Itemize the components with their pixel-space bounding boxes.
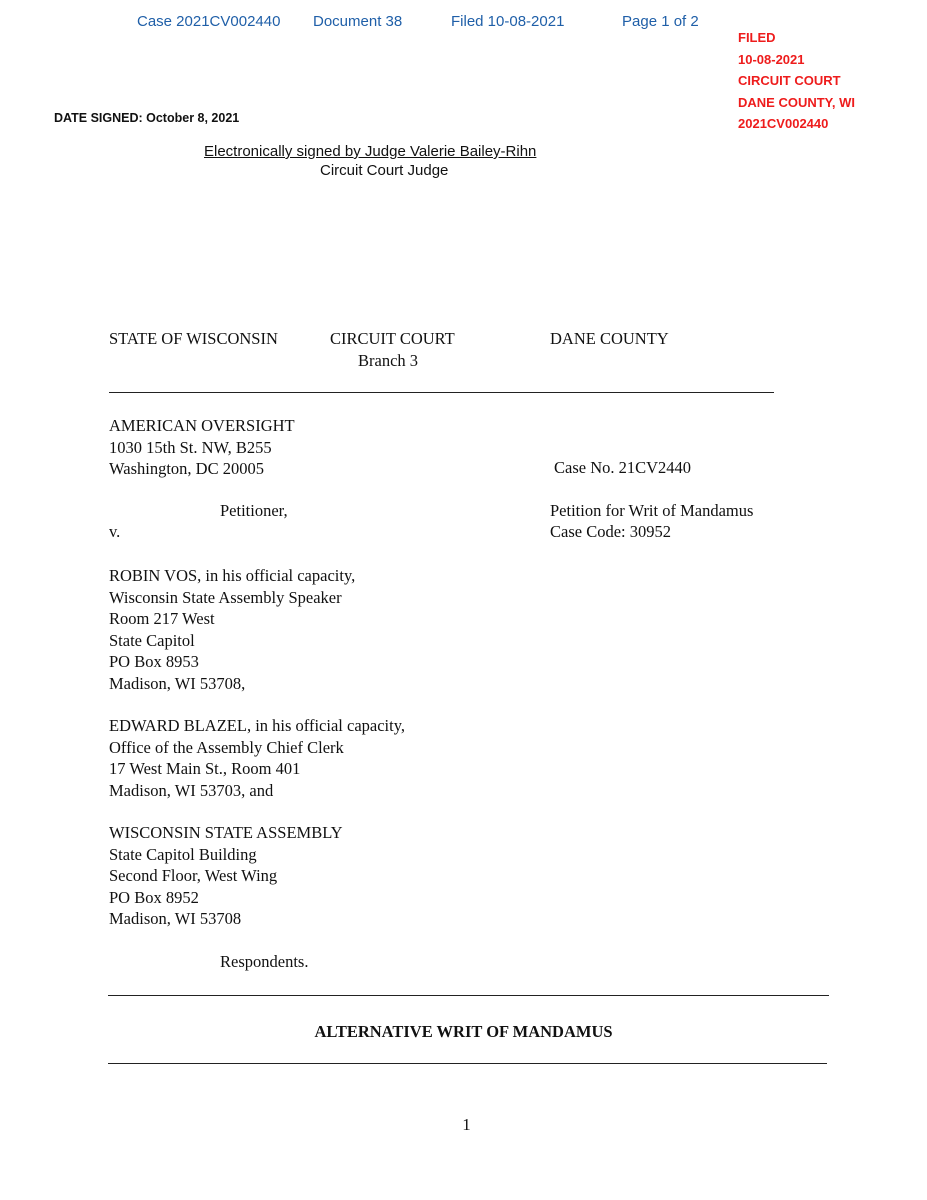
page-number: 1 xyxy=(462,1115,471,1134)
respondent-line: 17 West Main St., Room 401 xyxy=(109,759,301,778)
caption-court: CIRCUIT COURT xyxy=(330,329,455,348)
respondent-line: PO Box 8952 xyxy=(109,887,199,907)
respondent-line: Office of the Assembly Chief Clerk xyxy=(109,737,344,757)
respondent-line: Madison, WI 53703, and xyxy=(109,780,274,800)
respondent-line: State Capitol xyxy=(109,630,195,650)
header-case-number: Case 2021CV002440 xyxy=(137,13,281,30)
header-filed-date: Filed 10-08-2021 xyxy=(451,13,565,30)
header-page-count: Page 1 of 2 xyxy=(622,13,699,30)
petition-type: Petition for Writ of Mandamus xyxy=(550,501,754,520)
caption-state: STATE OF WISCONSIN xyxy=(109,329,278,348)
stamp-line: DANE COUNTY, WI xyxy=(738,94,855,110)
caption-divider xyxy=(109,392,774,393)
respondent-line: ROBIN VOS, in his official capacity, xyxy=(109,566,356,585)
document-title: ALTERNATIVE WRIT OF MANDAMUS xyxy=(314,1022,613,1041)
filing-stamp xyxy=(738,27,855,135)
respondent-line: EDWARD BLAZEL, in his official capacity, xyxy=(109,716,406,735)
title-divider-bottom xyxy=(108,1063,827,1064)
versus: v. xyxy=(109,522,121,541)
caption-county: DANE COUNTY xyxy=(550,329,669,348)
electronic-signature: Electronically signed by Judge Valerie Bailey-Rihn xyxy=(204,143,537,160)
respondents-role: Respondents. xyxy=(220,952,309,971)
respondent-block xyxy=(109,822,343,930)
stamp-line: FILED xyxy=(738,30,776,45)
petitioner-role: Petitioner, xyxy=(220,501,288,520)
case-number: Case No. 21CV2440 xyxy=(554,458,692,477)
stamp-line: 10-08-2021 xyxy=(738,51,805,67)
petitioner-line: 1030 15th St. NW, B255 xyxy=(109,437,272,457)
header-document-number: Document 38 xyxy=(313,13,403,30)
petitioner-block xyxy=(109,415,295,480)
respondent-line: Madison, WI 53708 xyxy=(109,909,242,928)
judge-title: Circuit Court Judge xyxy=(320,162,449,179)
stamp-line: 2021CV002440 xyxy=(738,116,829,131)
respondent-line: Wisconsin State Assembly Speaker xyxy=(109,587,342,607)
respondent-line: WISCONSIN STATE ASSEMBLY xyxy=(109,823,343,842)
respondent-line: Madison, WI 53708, xyxy=(109,673,246,693)
stamp-line: CIRCUIT COURT xyxy=(738,73,841,88)
respondent-block xyxy=(109,565,355,694)
title-divider-top xyxy=(108,995,829,996)
date-signed: DATE SIGNED: October 8, 2021 xyxy=(54,111,240,125)
case-code: Case Code: 30952 xyxy=(550,522,671,541)
respondent-line: PO Box 8953 xyxy=(109,652,199,671)
petitioner-line: AMERICAN OVERSIGHT xyxy=(109,416,295,435)
respondent-block xyxy=(109,715,405,801)
petitioner-line: Washington, DC 20005 xyxy=(109,459,264,478)
respondent-line: Second Floor, West Wing xyxy=(109,866,278,885)
caption-branch: Branch 3 xyxy=(358,351,419,370)
respondent-line: State Capitol Building xyxy=(109,844,257,864)
respondent-line: Room 217 West xyxy=(109,609,215,628)
